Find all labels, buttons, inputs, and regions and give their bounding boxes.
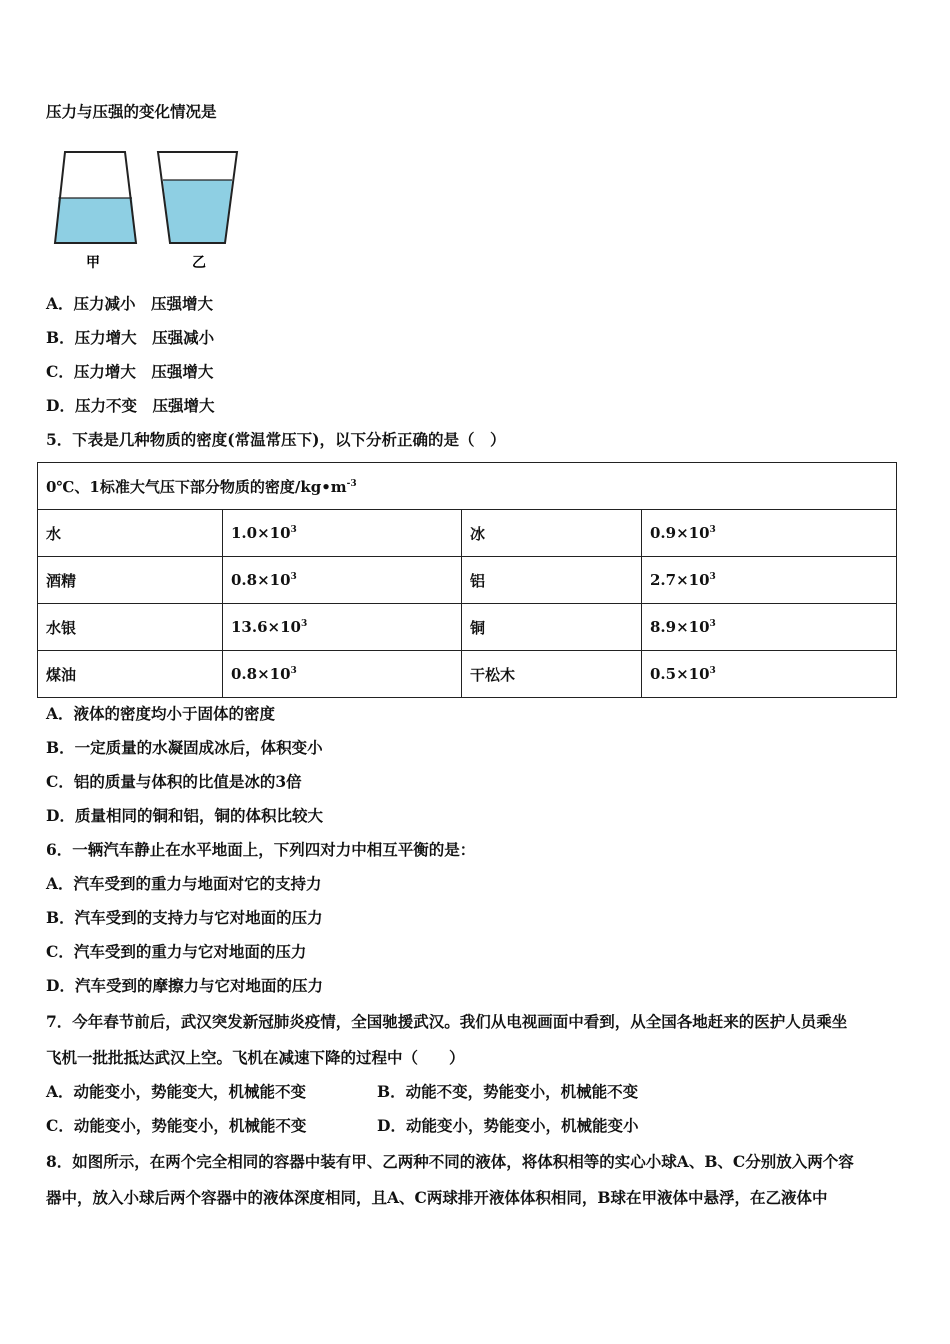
q7-option-c: C．动能变小，势能变小，机械能不变 — [46, 1116, 307, 1135]
substance-name: 冰 — [462, 510, 642, 557]
substance-name: 水 — [38, 510, 223, 557]
q7-option-d: D．动能变小，势能变小，机械能变小 — [377, 1116, 639, 1135]
q7-stem-line2: 飞机一批批抵达武汉上空。飞机在减速下降的过程中（ ） — [46, 1048, 465, 1067]
q5-stem: 5．下表是几种物质的密度(常温常压下)，以下分析正确的是（ ） — [46, 430, 506, 449]
container-jia-liquid — [55, 198, 136, 243]
q7-stem-line1: 7．今年春节前后，武汉突发新冠肺炎疫情，全国驰援武汉。我们从电视画面中看到，从全国各地赶来的医护人员乘坐 — [46, 1012, 848, 1031]
q4-option-c: C．压力增大 压强增大 — [46, 362, 214, 381]
q4-option-a: A．压力减小 压强增大 — [46, 294, 214, 313]
table-row — [38, 510, 897, 557]
label-jia: 甲 — [86, 255, 100, 271]
container-yi-liquid — [163, 180, 232, 243]
q4-stem-tail: 压力与压强的变化情况是 — [46, 102, 217, 121]
substance-density: $1.0\times 10^3$ — [223, 510, 462, 557]
substance-name: 铝 — [462, 557, 642, 604]
q6-option-c: C．汽车受到的重力与它对地面的压力 — [46, 942, 307, 961]
q8-stem-line2: 器中，放入小球后两个容器中的液体深度相同，且A、C两球排开液体体积相同，B球在甲液体中悬浮，在乙液体中 — [46, 1188, 828, 1207]
q5-option-d: D．质量相同的铜和铝，铜的体积比较大 — [46, 806, 323, 825]
density-table — [37, 462, 897, 698]
table-title: 0℃、1标准大气压下部分物质的密度$/kg•m^{-3}$ — [38, 463, 897, 510]
substance-density: $0.8\times 10^3$ — [223, 651, 462, 698]
substance-density: $8.9\times 10^3$ — [642, 604, 897, 651]
q8-stem-line1: 8．如图所示，在两个完全相同的容器中装有甲、乙两种不同的液体，将体积相等的实心小球A、B、C分别放入两个容 — [46, 1152, 854, 1171]
containers-figure — [40, 140, 260, 275]
q6-option-b: B．汽车受到的支持力与它对地面的压力 — [46, 908, 323, 927]
q5-option-c: C．铝的质量与体积的比值是冰的3倍 — [46, 772, 302, 791]
substance-density: $0.8\times 10^3$ — [223, 557, 462, 604]
table-row — [38, 604, 897, 651]
q4-option-d: D．压力不变 压强增大 — [46, 396, 215, 415]
q6-option-d: D．汽车受到的摩擦力与它对地面的压力 — [46, 976, 323, 995]
q6-option-a: A．汽车受到的重力与地面对它的支持力 — [46, 874, 322, 893]
label-yi: 乙 — [192, 255, 206, 271]
substance-density: $2.7\times 10^3$ — [642, 557, 897, 604]
q5-option-b: B．一定质量的水凝固成冰后，体积变小 — [46, 738, 323, 757]
table-row — [38, 557, 897, 604]
substance-name: 干松木 — [462, 651, 642, 698]
substance-density: $0.9\times 10^3$ — [642, 510, 897, 557]
substance-density: $13.6\times 10^3$ — [223, 604, 462, 651]
substance-name: 水银 — [38, 604, 223, 651]
substance-name: 铜 — [462, 604, 642, 651]
substance-density: $0.5\times 10^3$ — [642, 651, 897, 698]
q7-option-b: B．动能不变，势能变小，机械能不变 — [377, 1082, 639, 1101]
table-header-row — [38, 463, 897, 510]
q6-stem: 6．一辆汽车静止在水平地面上，下列四对力中相互平衡的是： — [46, 840, 476, 859]
q4-option-b: B．压力增大 压强减小 — [46, 328, 215, 347]
substance-name: 酒精 — [38, 557, 223, 604]
substance-name: 煤油 — [38, 651, 223, 698]
q7-option-a: A．动能变小，势能变大，机械能不变 — [46, 1082, 307, 1101]
table-row — [38, 651, 897, 698]
q5-option-a: A．液体的密度均小于固体的密度 — [46, 704, 276, 723]
